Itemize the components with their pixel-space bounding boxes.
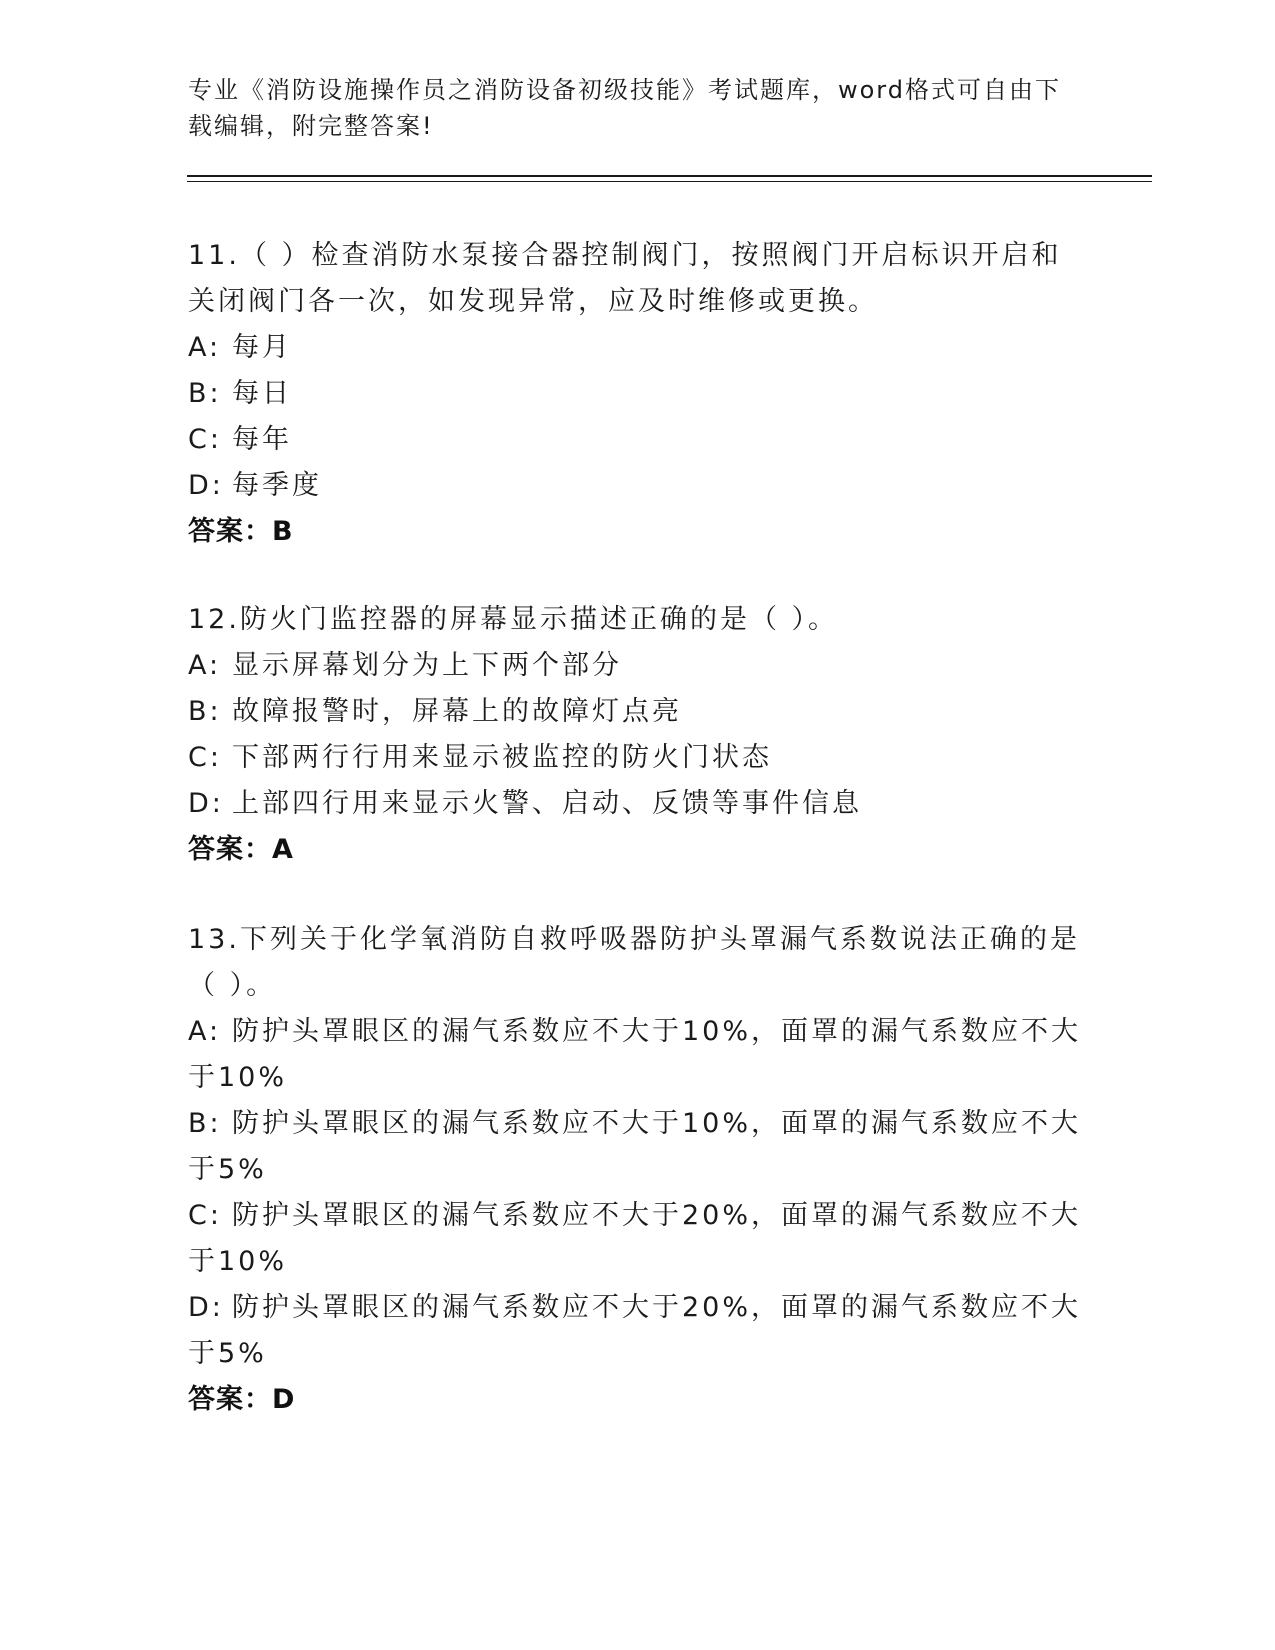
option-key: B: bbox=[188, 1108, 222, 1139]
option-key: B: bbox=[188, 696, 222, 727]
question-stem: 12.防火门监控器的屏幕显示描述正确的是（ ）。 bbox=[188, 604, 839, 635]
option-text: 每季度 bbox=[232, 470, 322, 501]
option-a bbox=[188, 1009, 1088, 1101]
answer-line: 答案：A bbox=[188, 834, 294, 865]
option-d bbox=[188, 1285, 1088, 1377]
answer-line: 答案：B bbox=[188, 516, 294, 547]
option-key: D: bbox=[188, 788, 224, 819]
option-key: C: bbox=[188, 1200, 222, 1231]
option-c bbox=[188, 735, 1088, 781]
option-text: 每月 bbox=[232, 332, 292, 363]
option-key: A: bbox=[188, 332, 222, 363]
option-a bbox=[188, 643, 1088, 689]
question-stem: 13.下列关于化学氧消防自救呼吸器防护头罩漏气系数说法正确的是（ ）。 bbox=[188, 924, 1080, 1001]
option-text: 防护头罩眼区的漏气系数应不大于10%，面罩的漏气系数应不大于10% bbox=[188, 1016, 1082, 1093]
option-d bbox=[188, 463, 1088, 509]
option-c bbox=[188, 1193, 1088, 1285]
option-text: 显示屏幕划分为上下两个部分 bbox=[232, 650, 622, 681]
option-text: 每年 bbox=[232, 424, 292, 455]
option-key: B: bbox=[188, 378, 222, 409]
question-12 bbox=[188, 597, 1088, 873]
option-key: A: bbox=[188, 1016, 222, 1047]
answer-line: 答案：D bbox=[188, 1384, 296, 1415]
header-divider-thick bbox=[187, 175, 1152, 177]
option-text: 上部四行用来显示火警、启动、反馈等事件信息 bbox=[232, 788, 862, 819]
header-divider-thin bbox=[187, 181, 1152, 182]
option-d bbox=[188, 781, 1088, 827]
document-header: 专业《消防设施操作员之消防设备初级技能》考试题库，word格式可自由下载编辑，附完整答案! bbox=[188, 76, 1061, 140]
option-a bbox=[188, 325, 1088, 371]
option-text: 防护头罩眼区的漏气系数应不大于20%，面罩的漏气系数应不大于5% bbox=[188, 1292, 1082, 1369]
option-key: C: bbox=[188, 742, 222, 773]
option-b bbox=[188, 689, 1088, 735]
option-b bbox=[188, 371, 1088, 417]
option-text: 防护头罩眼区的漏气系数应不大于10%，面罩的漏气系数应不大于5% bbox=[188, 1108, 1082, 1185]
question-13 bbox=[188, 917, 1088, 1423]
option-text: 防护头罩眼区的漏气系数应不大于20%，面罩的漏气系数应不大于10% bbox=[188, 1200, 1082, 1277]
option-text: 每日 bbox=[232, 378, 292, 409]
question-11 bbox=[188, 233, 1088, 555]
option-text: 故障报警时，屏幕上的故障灯点亮 bbox=[232, 696, 682, 727]
option-key: C: bbox=[188, 424, 222, 455]
option-key: D: bbox=[188, 1292, 224, 1323]
option-key: A: bbox=[188, 650, 222, 681]
option-c bbox=[188, 417, 1088, 463]
option-b bbox=[188, 1101, 1088, 1193]
question-stem: 11.（ ）检查消防水泵接合器控制阀门，按照阀门开启标识开启和关闭阀门各一次，如发现异常，应及时维修或更换。 bbox=[188, 240, 1062, 317]
option-text: 下部两行行用来显示被监控的防火门状态 bbox=[232, 742, 772, 773]
option-key: D: bbox=[188, 470, 224, 501]
